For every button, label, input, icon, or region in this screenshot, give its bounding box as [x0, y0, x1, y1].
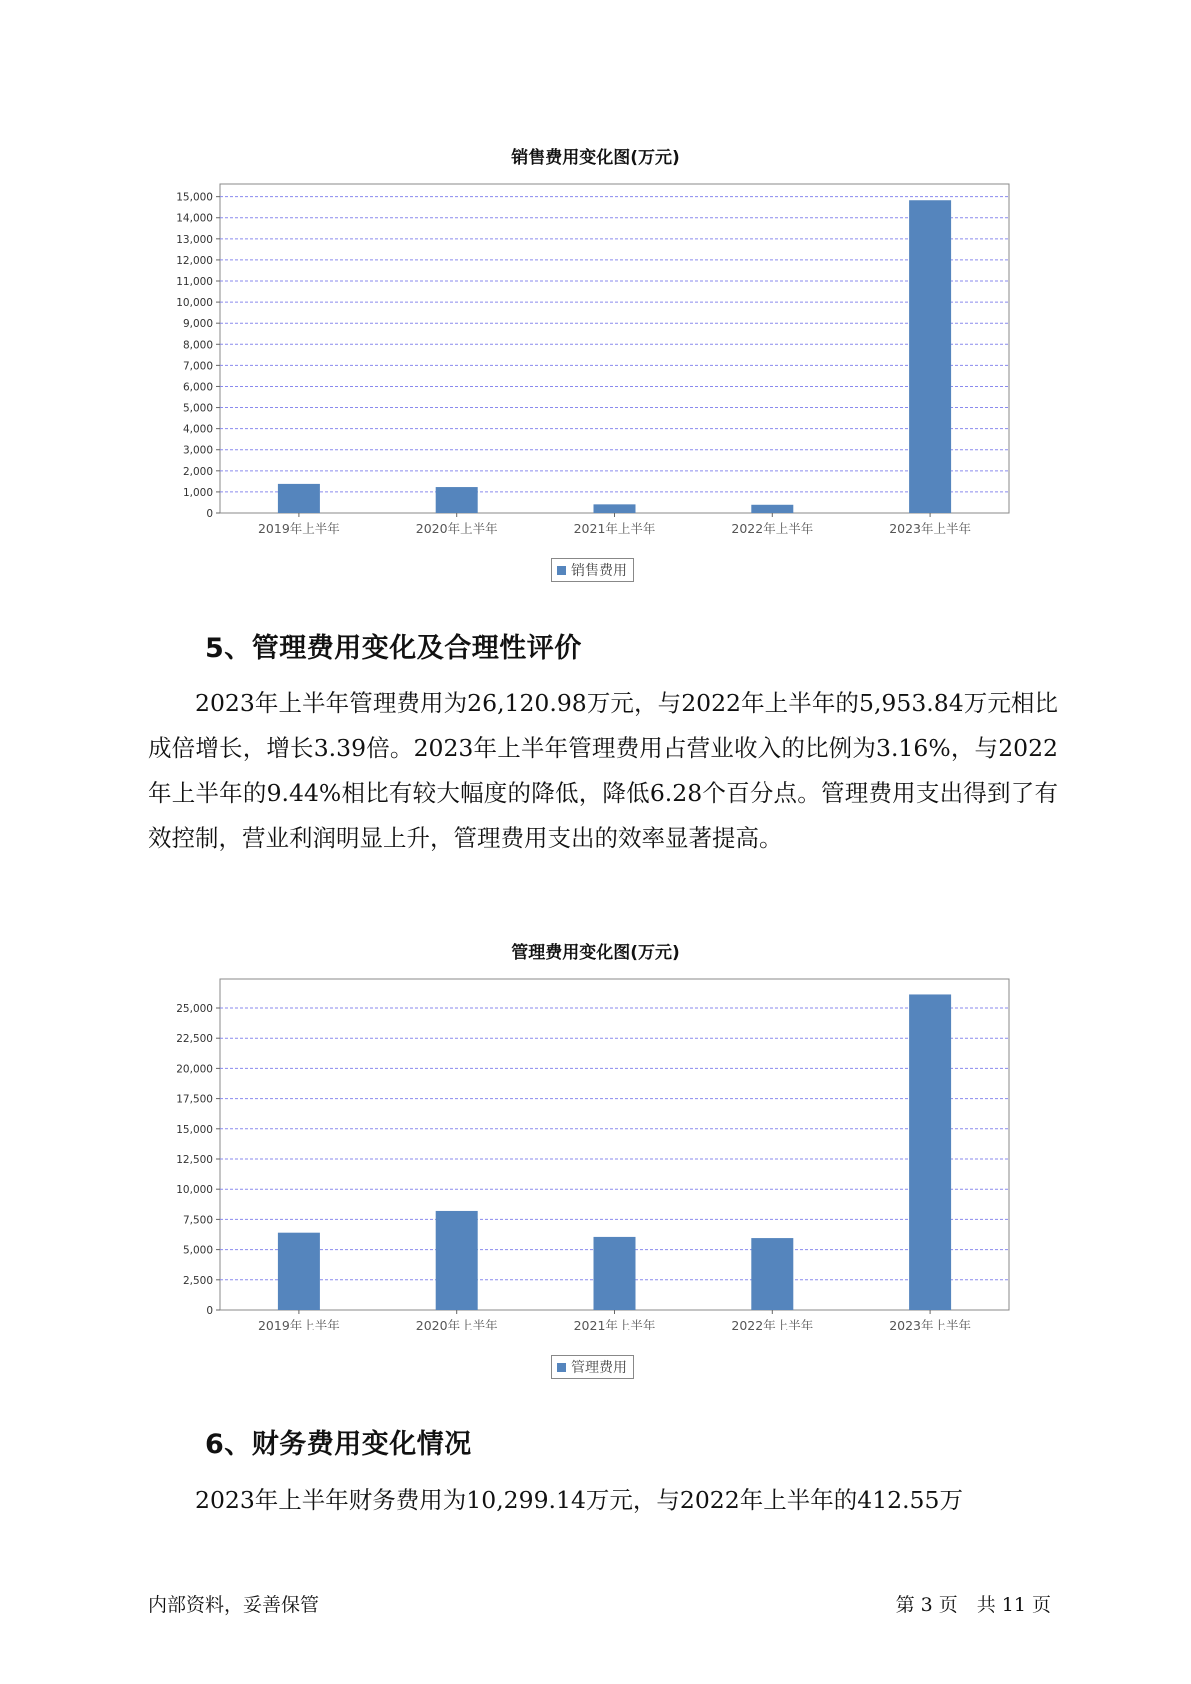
x-tick-label: 2019年上半年 [257, 1318, 340, 1330]
section-6-heading: 6、财务费用变化情况 [205, 1429, 472, 1460]
x-tick-label: 2022年上半年 [731, 521, 814, 536]
y-tick-label: 25,000 [176, 1002, 213, 1015]
y-tick-label: 15,000 [176, 1123, 213, 1136]
plot-area [220, 184, 1009, 513]
legend-label: 销售费用 [571, 563, 627, 579]
sales-expense-chart-title: 销售费用变化图(万元) [511, 148, 680, 168]
section-5-heading: 5、管理费用变化及合理性评价 [205, 633, 582, 664]
y-tick-label: 7,000 [182, 360, 213, 373]
sales-expense-bar-chart [0, 170, 1191, 540]
y-tick-label: 7,500 [182, 1214, 213, 1227]
admin-expense-legend [551, 1355, 634, 1379]
y-tick-label: 3,000 [182, 444, 213, 457]
y-tick-label: 20,000 [176, 1063, 213, 1076]
y-tick-label: 22,500 [176, 1033, 213, 1046]
y-tick-label: 5,000 [182, 402, 213, 415]
y-tick-label: 15,000 [176, 191, 213, 204]
y-tick-label: 10,000 [176, 1184, 213, 1197]
x-tick-label: 2020年上半年 [415, 521, 498, 536]
y-tick-label: 5,000 [182, 1244, 213, 1257]
y-tick-label: 17,500 [176, 1093, 213, 1106]
y-tick-label: 0 [206, 508, 213, 520]
y-tick-label: 2,500 [182, 1274, 213, 1287]
x-tick-label: 2021年上半年 [573, 1318, 656, 1330]
section-5-text: 2023年上半年管理费用为26,120.98万元，与2022年上半年的5,953.84万元相比成倍增长，增长3.39倍。2023年上半年管理费用占营业收入的比例为3.16%，与2022年上半年的9.44%相比有较大幅度的降低，降低6.28个百分点。管理费用支出得到了有效控制，营业利润明显上升，管理费用支出的效率显著提高。 [148, 689, 1058, 852]
x-tick-label: 2019年上半年 [257, 521, 340, 536]
legend-swatch [557, 566, 566, 575]
x-tick-label: 2023年上半年 [889, 521, 972, 536]
bar [436, 1211, 478, 1310]
x-tick-label: 2020年上半年 [415, 1318, 498, 1330]
y-tick-label: 9,000 [182, 318, 213, 331]
y-tick-label: 12,500 [176, 1153, 213, 1166]
footer-confidential: 内部资料，妥善保管 [148, 1594, 320, 1616]
y-tick-label: 6,000 [182, 381, 213, 394]
y-tick-label: 11,000 [176, 276, 213, 289]
section-5-paragraph [148, 681, 1058, 861]
bar [278, 484, 320, 513]
y-tick-label: 2,000 [182, 465, 213, 478]
bar [436, 487, 478, 513]
bar [594, 504, 636, 513]
y-tick-label: 14,000 [176, 212, 213, 225]
x-tick-label: 2022年上半年 [731, 1318, 814, 1330]
bar [909, 994, 951, 1310]
y-tick-label: 4,000 [182, 423, 213, 436]
section-6-text: 2023年上半年财务费用为10,299.14万元，与2022年上半年的412.55万 [195, 1486, 963, 1514]
x-tick-label: 2023年上半年 [889, 1318, 972, 1330]
x-tick-label: 2021年上半年 [573, 521, 656, 536]
bar [594, 1237, 636, 1310]
section-6-paragraph [148, 1478, 1058, 1523]
y-tick-label: 12,000 [176, 254, 213, 267]
legend-label: 管理费用 [571, 1360, 627, 1376]
sales-expense-legend [551, 558, 634, 582]
bar [751, 505, 793, 513]
admin-expense-bar-chart [0, 965, 1191, 1330]
y-tick-label: 10,000 [176, 297, 213, 310]
admin-expense-chart-title: 管理费用变化图(万元) [511, 943, 680, 963]
y-tick-label: 8,000 [182, 339, 213, 352]
bar [751, 1238, 793, 1310]
bar [278, 1233, 320, 1310]
y-tick-label: 1,000 [182, 486, 213, 499]
legend-swatch [557, 1363, 566, 1372]
bar [909, 200, 951, 513]
footer-page-number: 第 3 页 共 11 页 [895, 1594, 1051, 1616]
y-tick-label: 13,000 [176, 233, 213, 246]
y-tick-label: 0 [206, 1305, 213, 1317]
